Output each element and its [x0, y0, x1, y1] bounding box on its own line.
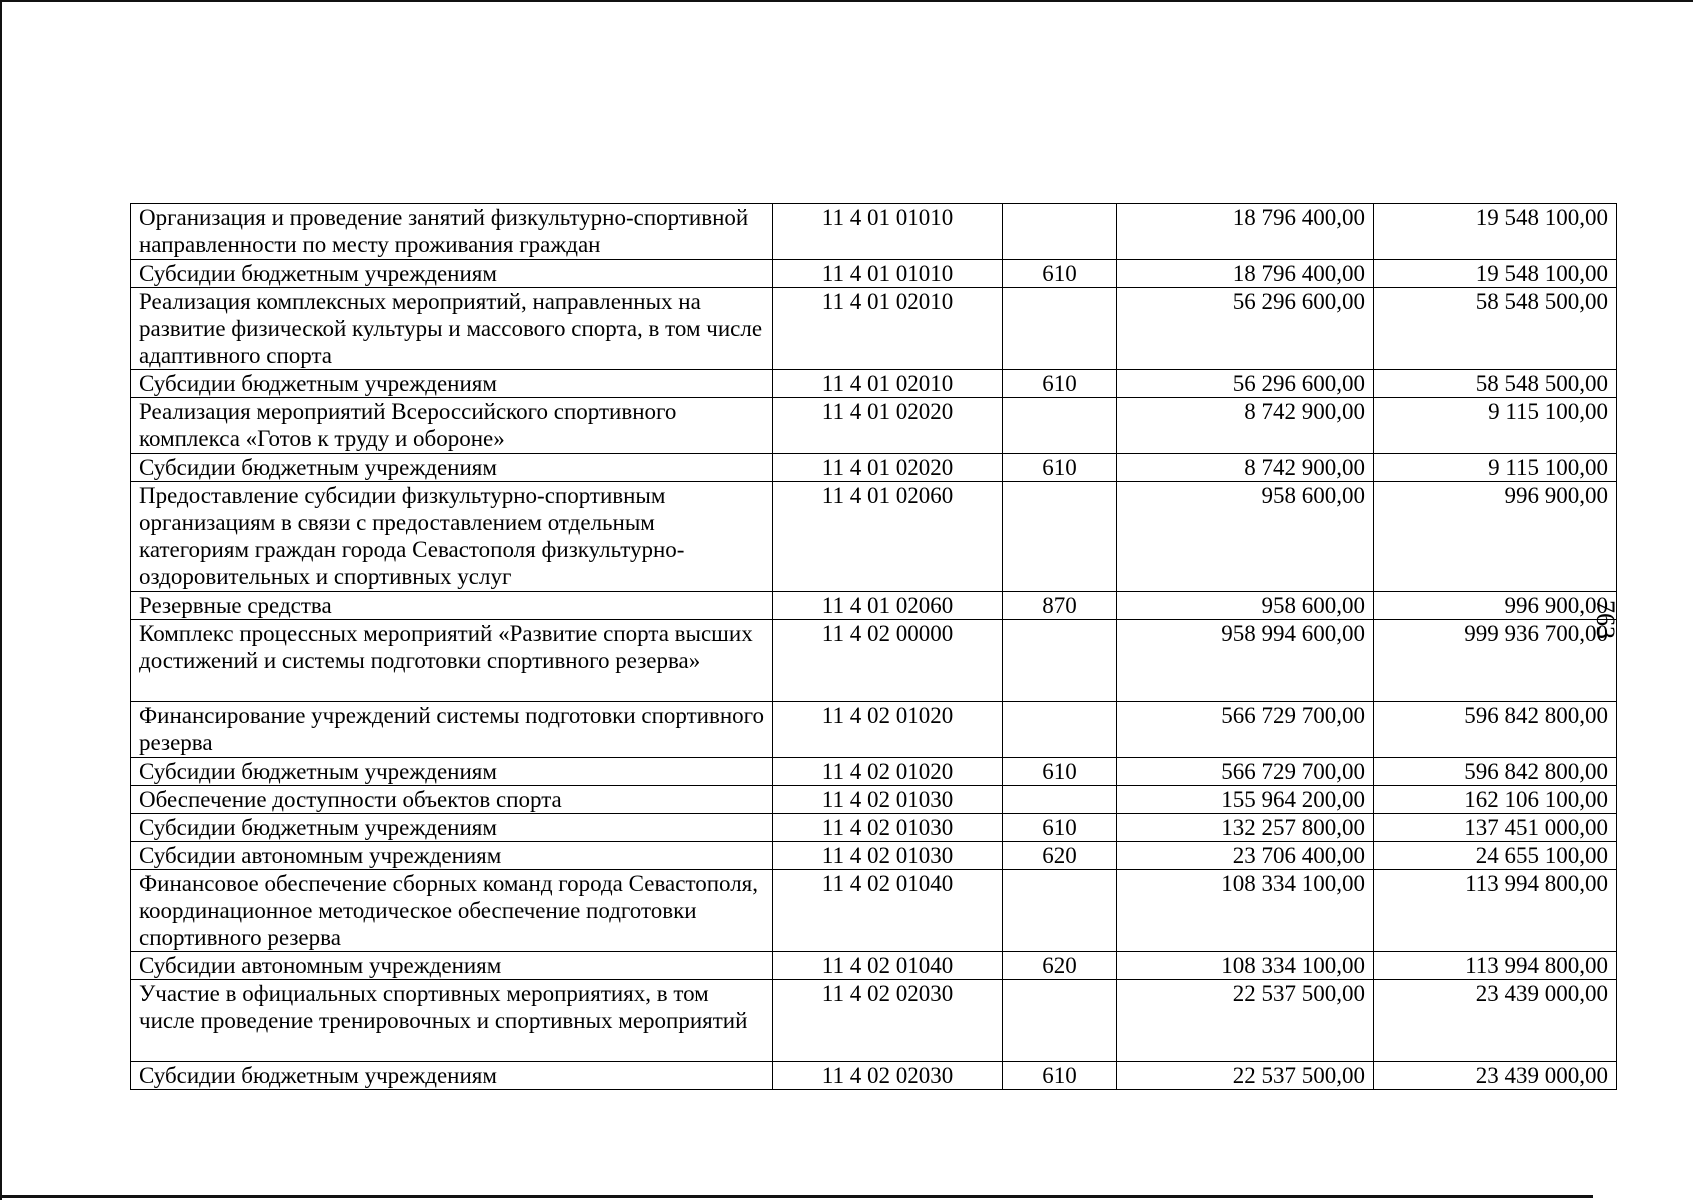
- row-name-cell: Субсидии бюджетным учреждениям: [131, 260, 773, 288]
- row-code-cell: 11 4 02 02030: [773, 980, 1003, 1062]
- row-code-cell: 11 4 02 01030: [773, 842, 1003, 870]
- row-amount-year1-cell: 56 296 600,00: [1117, 288, 1374, 370]
- row-amount-year1-cell: 566 729 700,00: [1117, 758, 1374, 786]
- table-row: [131, 592, 1617, 620]
- row-name-cell: Субсидии бюджетным учреждениям: [131, 370, 773, 398]
- row-amount-year2-cell: 162 106 100,00: [1374, 786, 1617, 814]
- row-amount-year1-cell: 108 334 100,00: [1117, 952, 1374, 980]
- row-name-cell: Организация и проведение занятий физкультурно-спортивной направленности по месту проживания граждан: [131, 204, 773, 260]
- row-amount-year2-cell: 9 115 100,00: [1374, 454, 1617, 482]
- scan-edge-left: [0, 0, 2, 1200]
- row-amount-year1-cell: 8 742 900,00: [1117, 398, 1374, 454]
- row-expense-type-cell: [1003, 620, 1117, 702]
- table-row: [131, 814, 1617, 842]
- table-row: [131, 842, 1617, 870]
- row-amount-year2-cell: 58 548 500,00: [1374, 370, 1617, 398]
- table-row: [131, 786, 1617, 814]
- row-amount-year1-cell: 958 600,00: [1117, 482, 1374, 592]
- row-amount-year2-cell: 596 842 800,00: [1374, 758, 1617, 786]
- row-name-cell: Предоставление субсидии физкультурно-спортивным организациям в связи с предоставлением отдельным категориям граждан города Севастополя физкультурно-оздоровительных и спортивных услуг: [131, 482, 773, 592]
- row-amount-year2-cell: 999 936 700,00: [1374, 620, 1617, 702]
- row-expense-type-cell: 610: [1003, 1062, 1117, 1090]
- row-code-cell: 11 4 01 02060: [773, 592, 1003, 620]
- row-amount-year1-cell: 108 334 100,00: [1117, 870, 1374, 952]
- row-amount-year2-cell: 23 439 000,00: [1374, 1062, 1617, 1090]
- row-code-cell: 11 4 01 02020: [773, 398, 1003, 454]
- row-amount-year1-cell: 18 796 400,00: [1117, 204, 1374, 260]
- row-code-cell: 11 4 02 01030: [773, 814, 1003, 842]
- row-code-cell: 11 4 02 01020: [773, 702, 1003, 758]
- row-code-cell: 11 4 01 02010: [773, 370, 1003, 398]
- row-expense-type-cell: [1003, 398, 1117, 454]
- row-name-cell: Комплекс процессных мероприятий «Развитие спорта высших достижений и системы подготовки спортивного резерва»: [131, 620, 773, 702]
- row-amount-year2-cell: 19 548 100,00: [1374, 204, 1617, 260]
- row-amount-year1-cell: 155 964 200,00: [1117, 786, 1374, 814]
- row-amount-year1-cell: 132 257 800,00: [1117, 814, 1374, 842]
- row-expense-type-cell: [1003, 482, 1117, 592]
- row-code-cell: 11 4 02 01040: [773, 870, 1003, 952]
- row-expense-type-cell: 610: [1003, 370, 1117, 398]
- row-amount-year1-cell: 18 796 400,00: [1117, 260, 1374, 288]
- row-expense-type-cell: [1003, 786, 1117, 814]
- row-name-cell: Финансирование учреждений системы подготовки спортивного резерва: [131, 702, 773, 758]
- row-expense-type-cell: [1003, 204, 1117, 260]
- row-expense-type-cell: 610: [1003, 454, 1117, 482]
- table-row: [131, 1062, 1617, 1090]
- row-amount-year1-cell: 958 994 600,00: [1117, 620, 1374, 702]
- row-amount-year2-cell: 996 900,00: [1374, 482, 1617, 592]
- row-amount-year1-cell: 22 537 500,00: [1117, 980, 1374, 1062]
- row-code-cell: 11 4 01 01010: [773, 204, 1003, 260]
- budget-table: [130, 203, 1617, 1090]
- row-name-cell: Финансовое обеспечение сборных команд города Севастополя, координационное методическое обеспечение подготовки спортивного резерва: [131, 870, 773, 952]
- row-name-cell: Субсидии автономным учреждениям: [131, 842, 773, 870]
- row-amount-year2-cell: 23 439 000,00: [1374, 980, 1617, 1062]
- row-code-cell: 11 4 02 01040: [773, 952, 1003, 980]
- row-code-cell: 11 4 01 02060: [773, 482, 1003, 592]
- row-amount-year1-cell: 958 600,00: [1117, 592, 1374, 620]
- row-amount-year1-cell: 23 706 400,00: [1117, 842, 1374, 870]
- row-amount-year2-cell: 9 115 100,00: [1374, 398, 1617, 454]
- row-expense-type-cell: [1003, 980, 1117, 1062]
- row-amount-year2-cell: 113 994 800,00: [1374, 952, 1617, 980]
- table-row: [131, 758, 1617, 786]
- row-name-cell: Реализация мероприятий Всероссийского спортивного комплекса «Готов к труду и обороне»: [131, 398, 773, 454]
- scan-edge-bottom: [0, 1195, 1593, 1198]
- table-row: [131, 980, 1617, 1062]
- scan-edge-top: [0, 0, 1693, 2]
- row-amount-year1-cell: 22 537 500,00: [1117, 1062, 1374, 1090]
- page-number: 763: [1591, 600, 1620, 639]
- table-row: [131, 952, 1617, 980]
- row-expense-type-cell: [1003, 870, 1117, 952]
- row-name-cell: Участие в официальных спортивных мероприятиях, в том числе проведение тренировочных и спортивных мероприятий: [131, 980, 773, 1062]
- row-amount-year2-cell: 137 451 000,00: [1374, 814, 1617, 842]
- row-name-cell: Субсидии бюджетным учреждениям: [131, 1062, 773, 1090]
- row-amount-year2-cell: 996 900,00: [1374, 592, 1617, 620]
- row-code-cell: 11 4 02 01020: [773, 758, 1003, 786]
- row-amount-year1-cell: 56 296 600,00: [1117, 370, 1374, 398]
- row-code-cell: 11 4 01 02010: [773, 288, 1003, 370]
- row-expense-type-cell: 620: [1003, 842, 1117, 870]
- row-code-cell: 11 4 02 01030: [773, 786, 1003, 814]
- row-code-cell: 11 4 02 00000: [773, 620, 1003, 702]
- row-amount-year1-cell: 8 742 900,00: [1117, 454, 1374, 482]
- row-expense-type-cell: 870: [1003, 592, 1117, 620]
- row-code-cell: 11 4 02 02030: [773, 1062, 1003, 1090]
- table-row: [131, 454, 1617, 482]
- row-code-cell: 11 4 01 01010: [773, 260, 1003, 288]
- row-expense-type-cell: 610: [1003, 260, 1117, 288]
- row-expense-type-cell: [1003, 702, 1117, 758]
- table-row: [131, 370, 1617, 398]
- row-expense-type-cell: [1003, 288, 1117, 370]
- table-row: [131, 398, 1617, 454]
- row-amount-year1-cell: 566 729 700,00: [1117, 702, 1374, 758]
- row-name-cell: Субсидии бюджетным учреждениям: [131, 814, 773, 842]
- row-name-cell: Реализация комплексных мероприятий, направленных на развитие физической культуры и массового спорта, в том числе адаптивного спорта: [131, 288, 773, 370]
- row-expense-type-cell: 620: [1003, 952, 1117, 980]
- table-row: [131, 204, 1617, 260]
- row-expense-type-cell: 610: [1003, 758, 1117, 786]
- row-name-cell: Субсидии бюджетным учреждениям: [131, 454, 773, 482]
- row-name-cell: Субсидии автономным учреждениям: [131, 952, 773, 980]
- table-row: [131, 482, 1617, 592]
- row-amount-year2-cell: 596 842 800,00: [1374, 702, 1617, 758]
- table-row: [131, 288, 1617, 370]
- row-name-cell: Субсидии бюджетным учреждениям: [131, 758, 773, 786]
- row-amount-year2-cell: 113 994 800,00: [1374, 870, 1617, 952]
- row-expense-type-cell: 610: [1003, 814, 1117, 842]
- table-row: [131, 260, 1617, 288]
- budget-table-body: [131, 204, 1617, 1090]
- row-amount-year2-cell: 58 548 500,00: [1374, 288, 1617, 370]
- table-row: [131, 870, 1617, 952]
- row-amount-year2-cell: 19 548 100,00: [1374, 260, 1617, 288]
- table-row: [131, 620, 1617, 702]
- row-name-cell: Резервные средства: [131, 592, 773, 620]
- table-row: [131, 702, 1617, 758]
- row-name-cell: Обеспечение доступности объектов спорта: [131, 786, 773, 814]
- row-code-cell: 11 4 01 02020: [773, 454, 1003, 482]
- row-amount-year2-cell: 24 655 100,00: [1374, 842, 1617, 870]
